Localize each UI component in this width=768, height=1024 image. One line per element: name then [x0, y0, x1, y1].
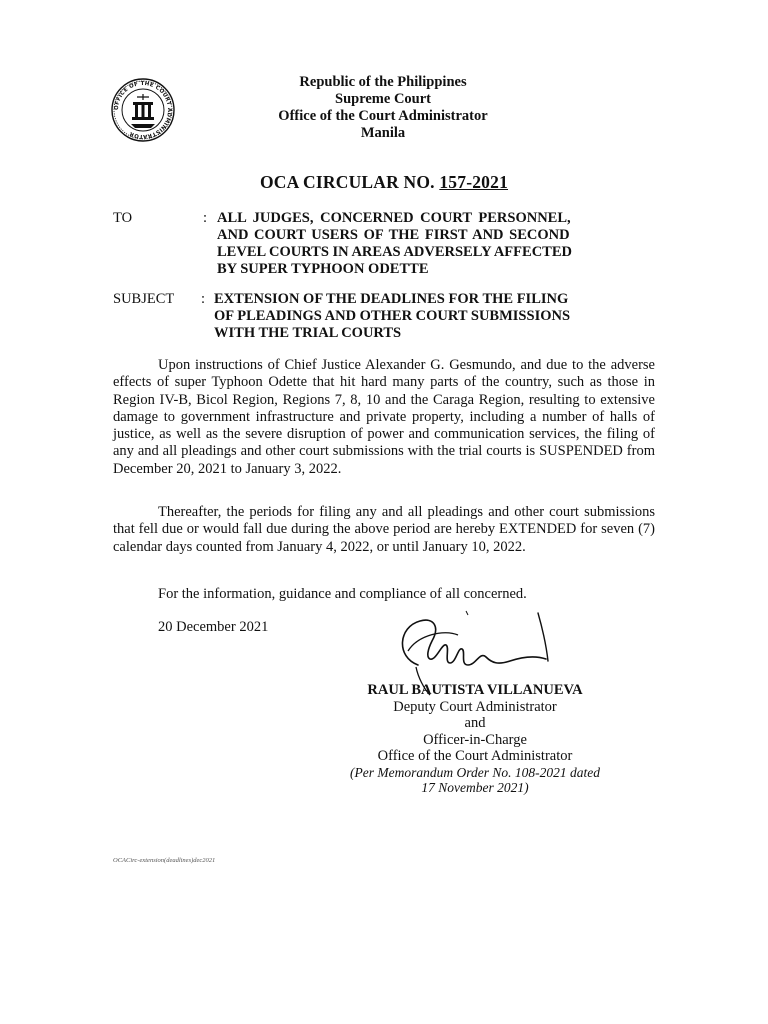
file-reference: OCACirc-extension(deadlines)dec2021 [113, 857, 216, 864]
letterhead-court: Supreme Court [335, 91, 431, 107]
subject-colon: : [201, 291, 206, 307]
signatory-note-1: (Per Memorandum Order No. 108-2021 dated [350, 764, 600, 780]
signatory-and: and [464, 715, 486, 731]
subject-line-1: EXTENSION OF THE DEADLINES FOR THE FILING [214, 291, 569, 307]
to-line-1: ALL JUDGES, CONCERNED COURT PERSONNEL, [217, 210, 571, 226]
to-colon: : [203, 210, 208, 226]
signatory-title-3: Office of the Court Administrator [377, 748, 573, 764]
signatory-title-1: Deputy Court Administrator [393, 698, 557, 715]
subject-line-2: OF PLEADINGS AND OTHER COURT SUBMISSIONS [214, 308, 571, 324]
circular-number: 157-2021 [439, 172, 509, 192]
signature-block [320, 682, 630, 796]
subject-line-3: WITH THE TRIAL COURTS [214, 325, 402, 341]
to-recipients [217, 210, 657, 278]
signatory-note-2: 17 November 2021) [421, 780, 529, 795]
subject-label: SUBJECT [113, 291, 175, 307]
letterhead-republic: Republic of the Philippines [299, 74, 467, 90]
seal-text: OFFICE OF THE COURT ADMINISTRATOR [113, 80, 173, 140]
letterhead-city: Manila [360, 125, 406, 141]
issue-date: 20 December 2021 [158, 619, 269, 635]
letterhead [230, 74, 536, 142]
to-line-2: AND COURT USERS OF THE FIRST AND SECOND [217, 227, 570, 243]
subject-text [214, 291, 654, 342]
body-paragraph-1: Upon instructions of Chief Justice Alexander G. Gesmundo, and due to the adverse effects of super Typhoon Odette that hit hard many parts of the country, such as those in Region IV-B, Bicol Region, Regions 7, 8, 10 and the Caraga Region, resulting to extensive damage to government infrastructure and private property, including a number of halls of justice, as well as the severe disruption of power and communication services, the filing of any and all pleadings and other court submissions with the trial courts is SUSPENDED from December 20, 2021 to January 3, 2022. [113, 357, 655, 477]
circular-prefix: OCA CIRCULAR NO. [259, 172, 435, 192]
body-paragraph-3: For the information, guidance and compliance of all concerned. [158, 586, 527, 602]
to-line-3: LEVEL COURTS IN AREAS ADVERSELY AFFECTED [217, 244, 572, 260]
signatory-title-2: Officer-in-Charge [423, 731, 527, 748]
body-paragraph-2: Thereafter, the periods for filing any and all pleadings and other court submissions that fell due or would fall due during the above period are hereby EXTENDED for seven (7) calendar days counted from January 4, 2022, or until January 10, 2022. [113, 504, 655, 555]
court-seal-icon [111, 78, 175, 142]
signatory-name: RAUL BAUTISTA VILLANUEVA [367, 682, 583, 698]
letterhead-office: Office of the Court Administrator [278, 108, 488, 124]
to-label: TO [113, 210, 133, 226]
circular-title [170, 172, 598, 193]
to-line-4: BY SUPER TYPHOON ODETTE [217, 261, 429, 277]
